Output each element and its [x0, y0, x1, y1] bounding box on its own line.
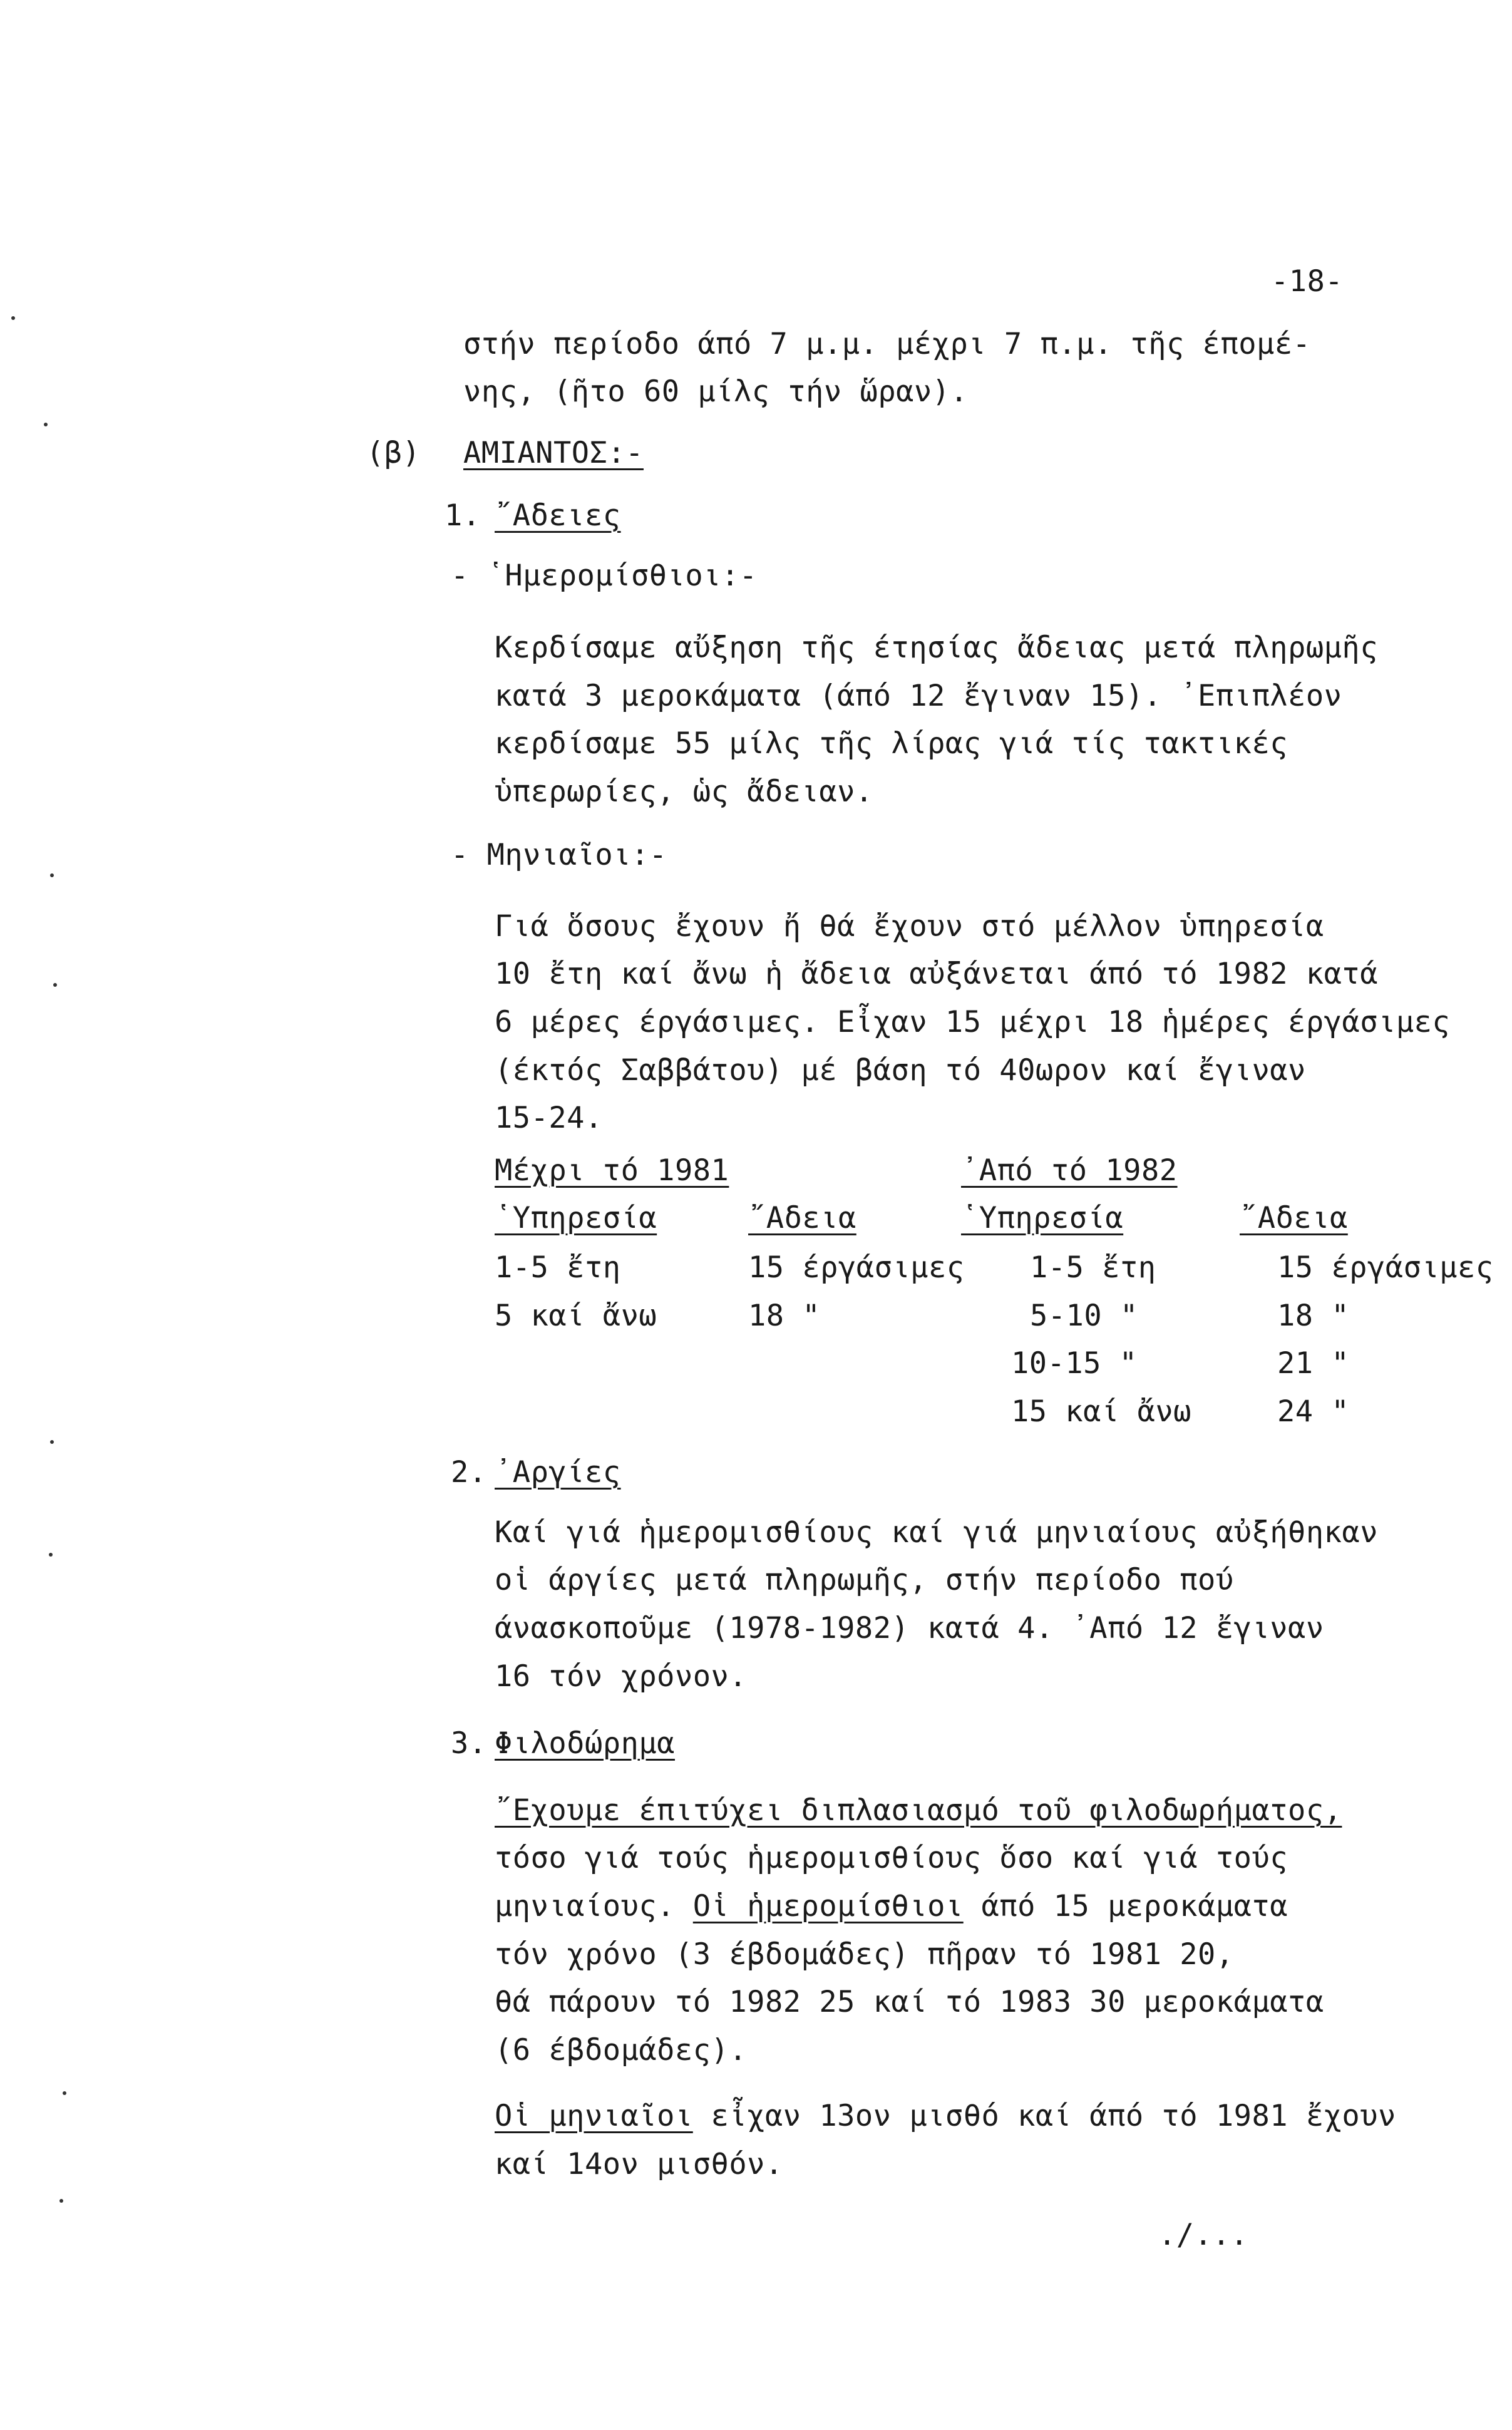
- scan-speck: [63, 2091, 66, 2095]
- bonus-paragraph-line-5: θά πάρουν τό 1982 25 καί τό 1983 30 μεροκάματα: [495, 1985, 1324, 2019]
- scan-speck: [11, 316, 15, 320]
- monthly-salary-part-b: εἶχαν 13ον μισθό καί άπό τό 1981 ἔχουν: [711, 2099, 1396, 2133]
- section-heading: ΑΜΙΑΝΤΟΣ:-: [463, 436, 644, 470]
- table-left-row-1-leave: 15 έργάσιμες: [748, 1250, 965, 1285]
- table-left-period: Μέχρι τό 1981: [495, 1153, 729, 1188]
- item-2-number: 2.: [451, 1455, 487, 1490]
- section-marker: (β): [366, 436, 421, 470]
- monthly-salary-part-a: Οἱ μηνιαῖοι: [495, 2099, 693, 2133]
- bonus-line-3-part-a: μηνιαίους.: [495, 1889, 675, 1923]
- bonus-paragraph-line-2: τόσο γιά τούς ἡμερομισθίους ὅσο καί γιά τούς: [495, 1841, 1288, 1875]
- daily-paragraph-line-1: Κερδίσαμε αὔξηση τῆς έτησίας ἄδειας μετά πληρωμῆς: [495, 631, 1379, 665]
- bonus-paragraph-line-1: ῎Εχουμε έπιτύχει διπλασιασμό τοῦ φιλοδωρήματος,: [495, 1793, 1342, 1828]
- bonus-paragraph-line-3: [495, 1888, 1288, 1925]
- table-right-row-4-leave: 24 ": [1277, 1394, 1350, 1429]
- table-right-service-header: ῾Υπηρεσία: [961, 1201, 1124, 1235]
- monthly-paragraph-line-3: 6 μέρες έργάσιμες. Εἶχαν 15 μέχρι 18 ἡμέρες έργάσιμες: [495, 1005, 1451, 1039]
- table-right-row-1-leave: 15 έργάσιμες: [1277, 1250, 1494, 1285]
- table-left-row-2-service: 5 καί ἄνω: [495, 1299, 657, 1333]
- page-number: -18-: [1271, 264, 1344, 299]
- intro-line-1: στήν περίοδο άπό 7 μ.μ. μέχρι 7 π.μ. τῆς έπομέ-: [463, 327, 1311, 361]
- table-right-row-3-service: 10-15 ": [1011, 1346, 1138, 1381]
- item-3-title: Φιλοδώρημα: [495, 1726, 675, 1761]
- item-1-number: 1.: [445, 498, 481, 533]
- daily-paragraph-line-2: κατά 3 μεροκάματα (άπό 12 ἔγιναν 15). ᾿Επιπλέον: [495, 679, 1342, 713]
- item-3-number: 3.: [451, 1726, 487, 1761]
- holidays-paragraph-line-1: Καί γιά ἡμερομισθίους καί γιά μηνιαίους αὐξήθηκαν: [495, 1515, 1379, 1550]
- monthly-workers-label: - Μηνιαῖοι:-: [451, 838, 667, 872]
- bonus-paragraph-line-4: τόν χρόνο (3 έβδομάδες) πῆραν τό 1981 20,: [495, 1937, 1234, 1972]
- bonus-paragraph-line-6: (6 έβδομάδες).: [495, 2033, 748, 2067]
- table-right-row-2-leave: 18 ": [1277, 1299, 1350, 1333]
- scan-speck: [59, 2199, 63, 2203]
- table-left-row-1-service: 1-5 ἔτη: [495, 1250, 621, 1285]
- bonus-line-3-part-b: Οἱ ἡμερομίσθιοι: [692, 1889, 964, 1923]
- scan-speck: [53, 983, 57, 987]
- monthly-paragraph-line-5: 15-24.: [495, 1101, 603, 1135]
- daily-workers-label: - ῾Ημερομίσθιοι:-: [451, 559, 758, 593]
- holidays-paragraph-line-3: άνασκοποῦμε (1978-1982) κατά 4. ᾿Από 12 ἔγιναν: [495, 1611, 1324, 1645]
- intro-line-2: νης, (ῆτο 60 μίλς τήν ὥραν).: [463, 374, 969, 409]
- monthly-paragraph-line-4: (έκτός Σαββάτου) μέ βάση τό 40ωρον καί ἔγιναν: [495, 1053, 1306, 1088]
- item-2-title: ᾿Αργίες: [495, 1455, 621, 1490]
- daily-paragraph-line-3: κερδίσαμε 55 μίλς τῆς λίρας γιά τίς τακτικές: [495, 726, 1288, 761]
- table-right-row-4-service: 15 καί ἄνω: [1011, 1394, 1191, 1429]
- table-left-leave-header: ῎Αδεια: [748, 1201, 856, 1235]
- scan-speck: [44, 423, 48, 426]
- daily-paragraph-line-4: ὑπερωρίες, ὡς ἄδειαν.: [495, 775, 873, 809]
- scan-speck: [50, 1440, 54, 1444]
- monthly-paragraph-line-2: 10 ἔτη καί ἄνω ἡ ἄδεια αὐξάνεται άπό τό 1982 κατά: [495, 957, 1379, 991]
- table-left-row-2-leave: 18 ": [748, 1299, 821, 1333]
- bonus-line-3-part-c: άπό 15 μεροκάματα: [981, 1889, 1288, 1923]
- table-right-row-1-service: 1-5 ἔτη: [1030, 1250, 1156, 1285]
- continuation-mark: ./...: [1158, 2218, 1248, 2252]
- table-left-service-header: ῾Υπηρεσία: [495, 1201, 657, 1235]
- table-right-period: ᾿Από τό 1982: [961, 1153, 1178, 1188]
- item-1-title: ῎Αδειες: [495, 498, 621, 533]
- holidays-paragraph-line-2: οἱ άργίες μετά πληρωμῆς, στήν περίοδο πού: [495, 1563, 1234, 1597]
- monthly-salary-line-2: καί 14ον μισθόν.: [495, 2147, 783, 2181]
- holidays-paragraph-line-4: 16 τόν χρόνον.: [495, 1659, 748, 1694]
- scan-speck: [49, 1553, 53, 1557]
- monthly-salary-line-1: [495, 2098, 1396, 2135]
- table-right-row-2-service: 5-10 ": [1030, 1299, 1138, 1333]
- table-right-row-3-leave: 21 ": [1277, 1346, 1350, 1381]
- table-right-leave-header: ῎Αδεια: [1240, 1201, 1348, 1235]
- monthly-paragraph-line-1: Γιά ὅσους ἔχουν ἤ θά ἔχουν στό μέλλον ὑπηρεσία: [495, 909, 1324, 944]
- scan-speck: [50, 873, 54, 877]
